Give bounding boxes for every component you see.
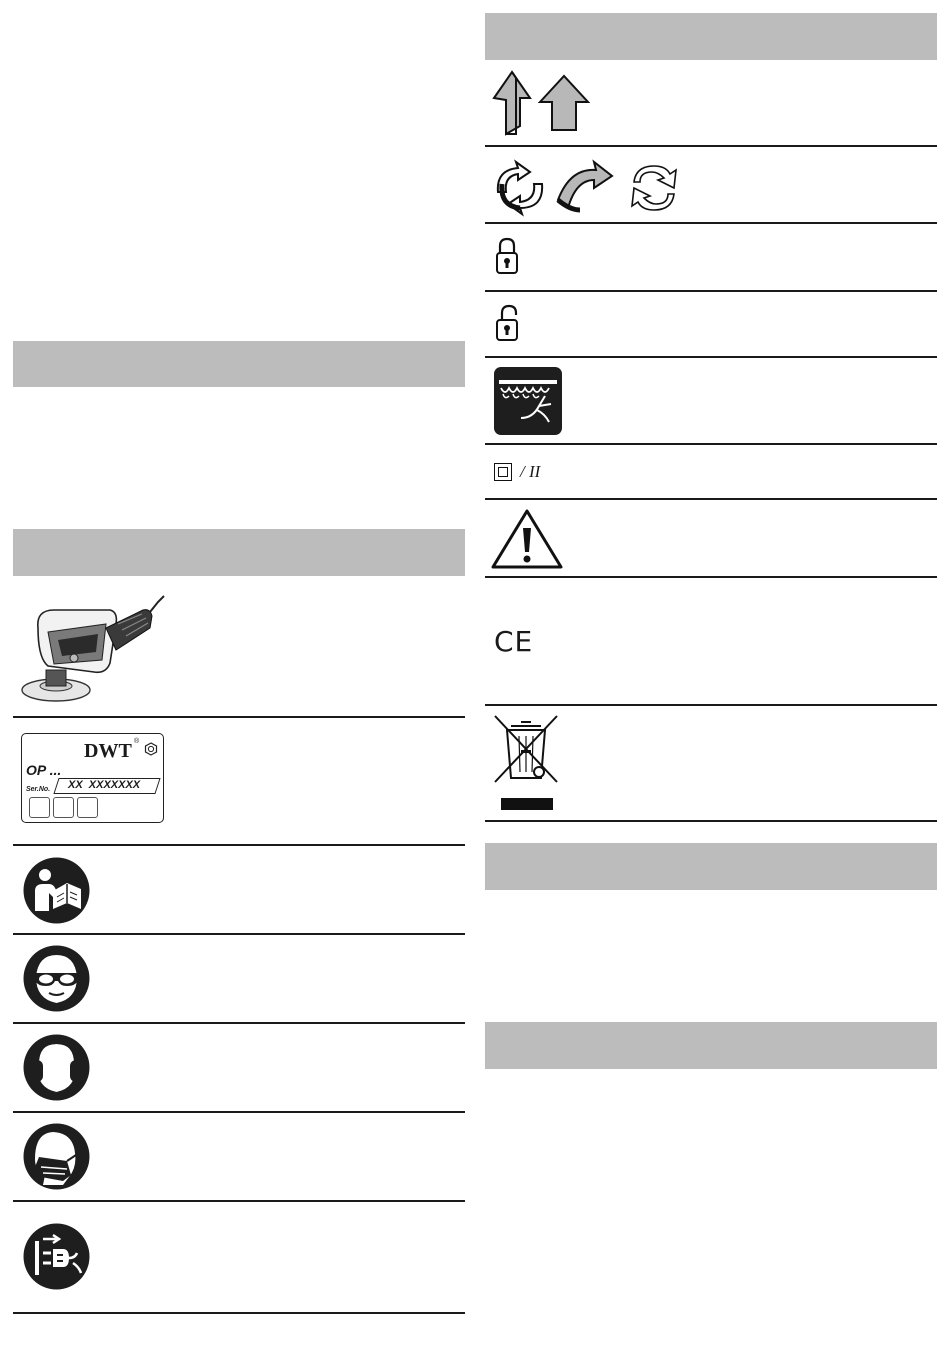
nameplate-brand: DWT: [84, 740, 132, 762]
arrow-up-icon: [492, 68, 592, 138]
row-divider: [485, 498, 937, 500]
warning-triangle-icon: [490, 508, 564, 570]
row-divider: [485, 222, 937, 224]
nameplate-model: OP ...: [26, 762, 62, 778]
row-divider: [13, 1312, 465, 1314]
protection-class-ii-icon: [494, 462, 574, 484]
nameplate-icon: [21, 733, 164, 823]
row-divider: [13, 716, 465, 718]
nameplate-serial-value: XX XXXXXXX: [68, 779, 141, 791]
section-header-bar: [485, 1022, 937, 1069]
protection-class-label: / II: [520, 462, 541, 481]
section-header-bar: [13, 341, 465, 387]
ventilation-slots-icon: [493, 366, 563, 436]
ce-mark-text: CE: [494, 625, 534, 658]
row-divider: [485, 820, 937, 822]
lock-closed-icon: [495, 236, 519, 276]
section-header-bar: [485, 13, 937, 60]
section-header-bar: [485, 843, 937, 890]
weee-bin-icon: [493, 714, 559, 812]
hex-nut-icon: [144, 742, 158, 756]
row-divider: [13, 1111, 465, 1113]
cert-box: [53, 797, 74, 818]
lock-open-icon: [495, 303, 521, 343]
nameplate-serial-label: Ser.No.: [26, 786, 51, 793]
ce-mark-icon: [494, 625, 533, 658]
row-divider: [13, 1022, 465, 1024]
row-divider: [13, 1200, 465, 1202]
row-divider: [13, 933, 465, 935]
polisher-illustration: [18, 588, 168, 703]
row-divider: [485, 356, 937, 358]
cert-box: [29, 797, 50, 818]
dust-mask-icon: [23, 1123, 90, 1190]
ear-protection-icon: [23, 1034, 90, 1101]
cert-box: [77, 797, 98, 818]
row-divider: [485, 290, 937, 292]
row-divider: [485, 576, 937, 578]
row-divider: [485, 704, 937, 706]
rotation-arrows-icon: [490, 158, 680, 218]
eye-protection-icon: [23, 945, 90, 1012]
unplug-icon: [23, 1223, 90, 1290]
read-manual-icon: [23, 857, 90, 924]
row-divider: [485, 145, 937, 147]
row-divider: [485, 443, 937, 445]
nameplate-registered: ®: [134, 738, 140, 745]
row-divider: [13, 844, 465, 846]
section-header-bar: [13, 529, 465, 576]
